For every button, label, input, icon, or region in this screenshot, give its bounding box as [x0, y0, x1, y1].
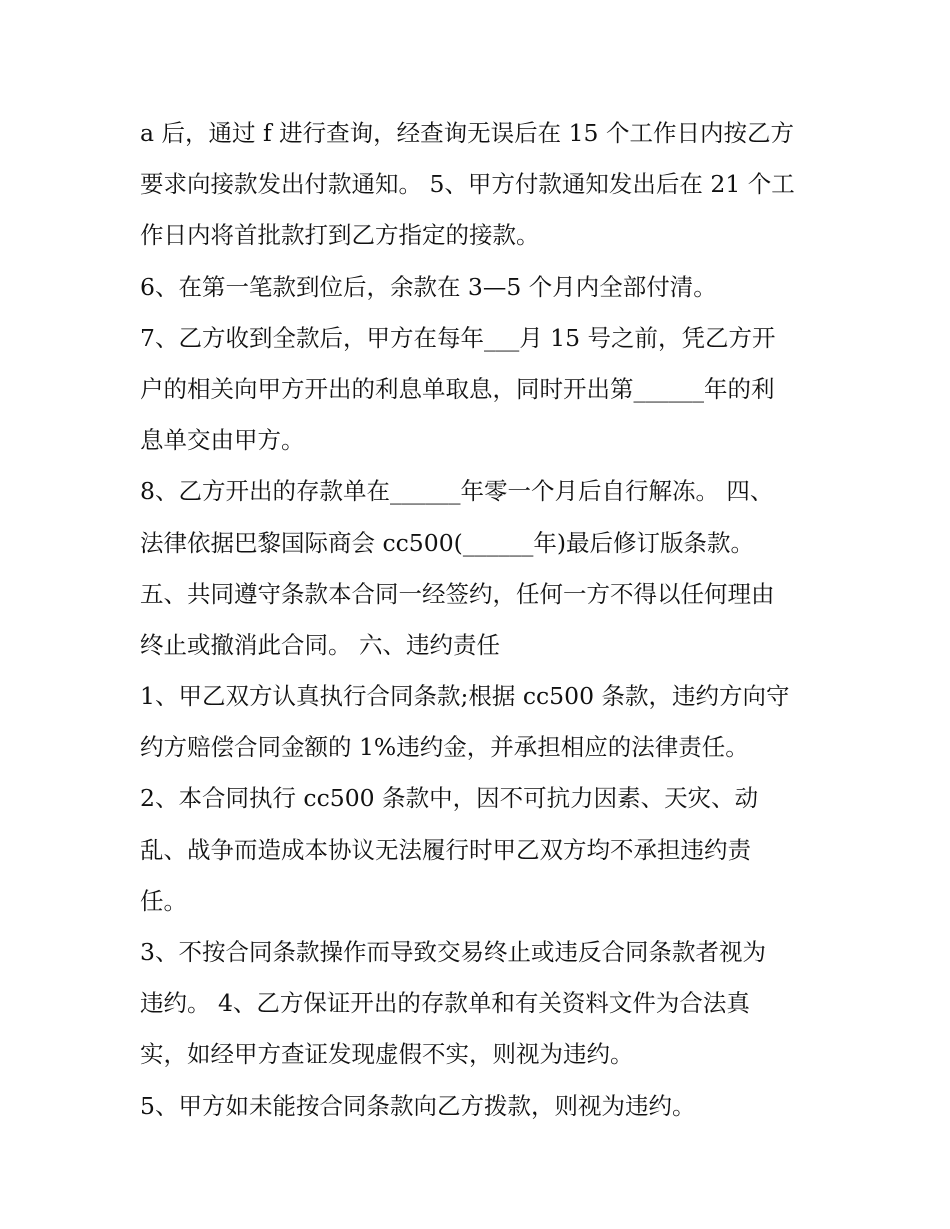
text-line-5: 7、乙方收到全款后，甲方在每年___月 15 号之前，凭乙方开 [140, 323, 776, 352]
text-line-15: 乱、战争而造成本协议无法履行时甲乙双方均不承担违约责 [140, 835, 751, 864]
text-line-20: 5、甲方如未能按合同条款向乙方拨款，则视为违约。 [140, 1091, 696, 1120]
text-line-19: 实，如经甲方查证发现虚假不实，则视为违约。 [140, 1040, 634, 1069]
text-line-10: 五、共同遵守条款本合同一经签约，任何一方不得以任何理由 [140, 579, 775, 608]
text-line-8: 8、乙方开出的存款单在______年零一个月后自行解冻。 四、 [140, 477, 774, 506]
text-line-7: 息单交由甲方。 [140, 426, 305, 455]
text-line-17: 3、不按合同条款操作而导致交易终止或违反合同条款者视为 [140, 938, 766, 966]
text-line-18: 违约。 4、乙方保证开出的存款单和有关资料文件为合法真 [140, 989, 750, 1018]
text-line-16: 任。 [140, 886, 187, 915]
text-line-2: 要求向接款发出付款通知。 5、甲方付款通知发出后在 21 个工 [140, 170, 795, 199]
text-line-13: 约方赔偿合同金额的 1%违约金，并承担相应的法律责任。 [140, 733, 749, 762]
text-line-9: 法律依据巴黎国际商会 cc500(______年)最后修订版条款。 [140, 528, 754, 557]
text-line-12: 1、甲乙双方认真执行合同条款;根据 cc500 条款，违约方向守 [140, 682, 790, 711]
text-line-6: 户的相关向甲方开出的利息单取息，同时开出第______年的利 [140, 374, 775, 403]
text-line-1: a 后，通过 f 进行查询，经查询无误后在 15 个工作日内按乙方 [140, 119, 794, 147]
text-line-14: 2、本合同执行 cc500 条款中，因不可抗力因素、天灾、动 [140, 784, 759, 813]
text-line-11: 终止或撤消此合同。 六、违约责任 [140, 630, 500, 659]
text-line-4: 6、在第一笔款到位后，余款在 3—5 个月内全部付清。 [140, 272, 717, 301]
text-line-3: 作日内将首批款打到乙方指定的接款。 [140, 221, 540, 250]
contract-text-block [140, 108, 830, 1132]
